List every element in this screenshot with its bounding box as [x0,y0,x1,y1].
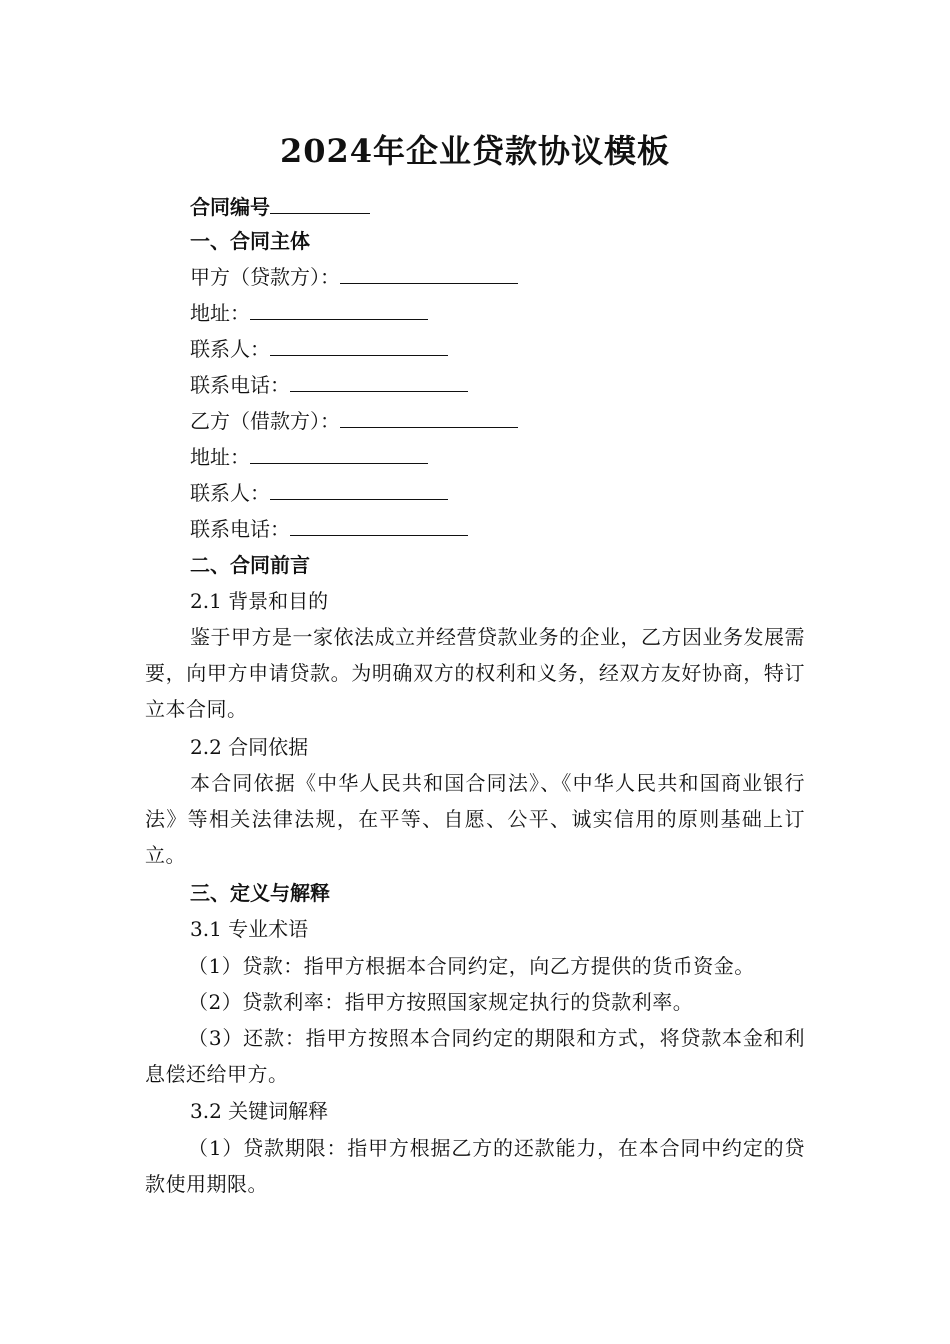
party-a-contact-blank[interactable] [270,337,448,356]
party-a-contact-label: 联系人： [190,337,270,361]
section2-heading: 二、合同前言 [190,553,310,577]
section1-heading: 一、合同主体 [190,229,310,253]
party-a-address-line [190,298,428,328]
party-b-address-line [190,442,428,472]
section2-sub2: 2.2 合同依据 [190,735,309,759]
party-b-phone-line [190,514,468,544]
party-b-address-blank[interactable] [250,445,428,464]
contract-number-line [190,192,370,222]
section2-sub1: 2.1 背景和目的 [190,589,329,613]
term-loan: （1）贷款：指甲方根据本合同约定，向乙方提供的货币资金。 [188,954,755,978]
party-b-phone-blank[interactable] [290,517,468,536]
party-b-line [190,406,518,436]
party-a-address-blank[interactable] [250,301,428,320]
section3-heading: 三、定义与解释 [190,881,330,905]
party-a-phone-label: 联系电话： [190,373,290,397]
contract-number-label: 合同编号 [190,195,270,219]
party-b-contact-line [190,478,448,508]
term-repayment: （3）还款：指甲方按照本合同约定的期限和方式，将贷款本金和利息偿还给甲方。 [145,1026,805,1086]
document-title: 2024年企业贷款协议模板 [279,132,671,170]
section3-sub2: 3.2 关键词解释 [190,1099,329,1123]
party-a-blank[interactable] [340,265,518,284]
party-b-phone-label: 联系电话： [190,517,290,541]
party-a-contact-line [190,334,448,364]
party-b-blank[interactable] [340,409,518,428]
party-b-contact-blank[interactable] [270,481,448,500]
party-a-phone-line [190,370,468,400]
party-a-line [190,262,518,292]
party-b-contact-label: 联系人： [190,481,270,505]
section2-paragraph2: 本合同依据《中华人民共和国合同法》、《中华人民共和国商业银行法》等相关法律法规，在平等、自愿、公平、诚实信用的原则基础上订立。 [145,771,805,867]
party-a-phone-blank[interactable] [290,373,468,392]
term-loan-period: （1）贷款期限：指甲方根据乙方的还款能力，在本合同中约定的贷款使用期限。 [145,1136,805,1196]
term-interest-rate: （2）贷款利率：指甲方按照国家规定执行的贷款利率。 [188,990,694,1014]
party-b-address-label: 地址： [190,445,250,469]
section3-sub1: 3.1 专业术语 [190,917,309,941]
party-a-label: 甲方（贷款方）： [190,265,340,289]
contract-number-blank[interactable] [270,195,370,214]
party-a-address-label: 地址： [190,301,250,325]
section2-paragraph1: 鉴于甲方是一家依法成立并经营贷款业务的企业，乙方因业务发展需要，向甲方申请贷款。为明确双方的权利和义务，经双方友好协商，特订立本合同。 [145,625,805,721]
party-b-label: 乙方（借款方）： [190,409,340,433]
